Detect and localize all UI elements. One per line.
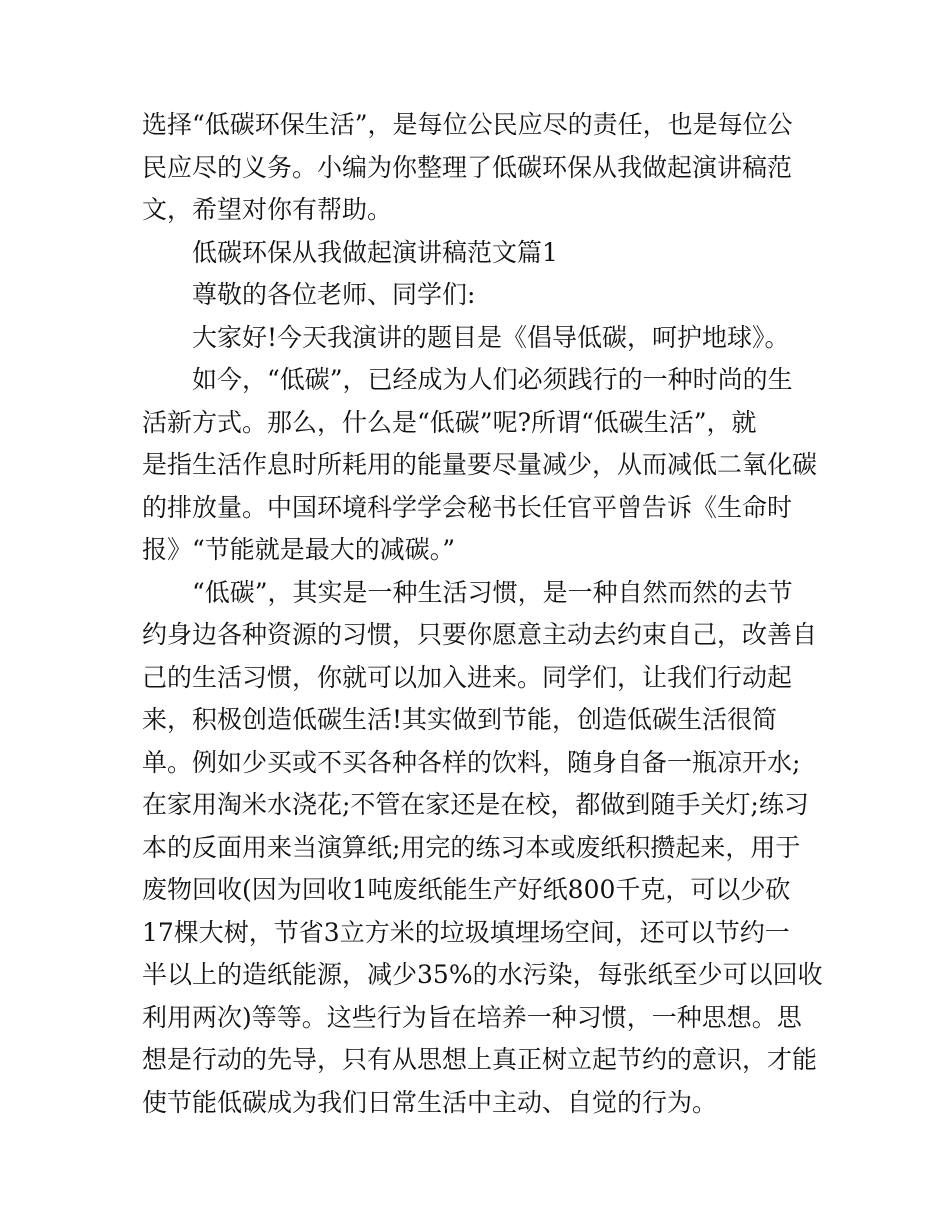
text-line: 选择“低碳环保生活”，是每位公民应尽的责任，也是每位公 [142,110,793,139]
text-line: 文，希望对你有帮助。 [142,195,393,224]
text-line: 的排放量。中国环境科学学会秘书长任官平曾告诉《生命时 [142,492,793,522]
text-line: 使节能低碳成为我们日常生活中主动、自觉的行为。 [142,1087,718,1117]
text-line: 在家用淘米水浇花;不管在家还是在校，都做到随手关灯;练习 [142,790,809,819]
text-line: 活新方式。那么，什么是“低碳”呢?所谓“低碳生活”，就 [142,407,757,437]
greeting-line: 大家好!今天我演讲的题目是《倡导低碳，呵护地球》。 [192,322,790,352]
salutation: 尊敬的各位老师、同学们: [192,280,476,309]
section-heading: 低碳环保从我做起演讲稿范文篇1 [192,237,558,267]
text-line: 是指生活作息时所耗用的能量要尽量减少，从而减低二氧化碳 [142,450,818,479]
text-line: 民应尽的义务。小编为你整理了低碳环保从我做起演讲稿范 [142,152,793,182]
text-line: 17棵大树，节省3立方米的垃圾填埋场空间，还可以节约一 [142,917,790,947]
text-line: 报》“节能就是最大的减碳。” [142,535,456,564]
text-line: 想是行动的先导，只有从思想上真正树立起节约的意识，才能 [142,1045,818,1074]
text-line: 本的反面用来当演算纸;用完的练习本或废纸积攒起来，用于 [142,832,801,862]
document-body [142,104,823,1124]
text-line: 如今，“低碳”，已经成为人们必须践行的一种时尚的生 [192,365,793,394]
text-line: 己的生活习惯，你就可以加入进来。同学们，让我们行动起 [142,662,793,692]
text-line: “低碳”，其实是一种生活习惯，是一种自然而然的去节 [192,577,793,607]
text-line: 单。例如少买或不买各种各样的饮料，随身自备一瓶凉开水; [142,747,801,777]
text-line: 来，积极创造低碳生活!其实做到节能，创造低碳生活很简 [142,705,778,734]
text-line: 半以上的造纸能源，减少35%的水污染，每张纸至少可以回收 [142,960,823,989]
text-line: 废物回收(因为回收1吨废纸能生产好纸800千克，可以少砍 [142,875,791,904]
text-line: 约身边各种资源的习惯，只要你愿意主动去约束自己，改善自 [142,620,818,649]
text-line: 利用两次)等等。这些行为旨在培养一种习惯，一种思想。思 [142,1002,802,1032]
